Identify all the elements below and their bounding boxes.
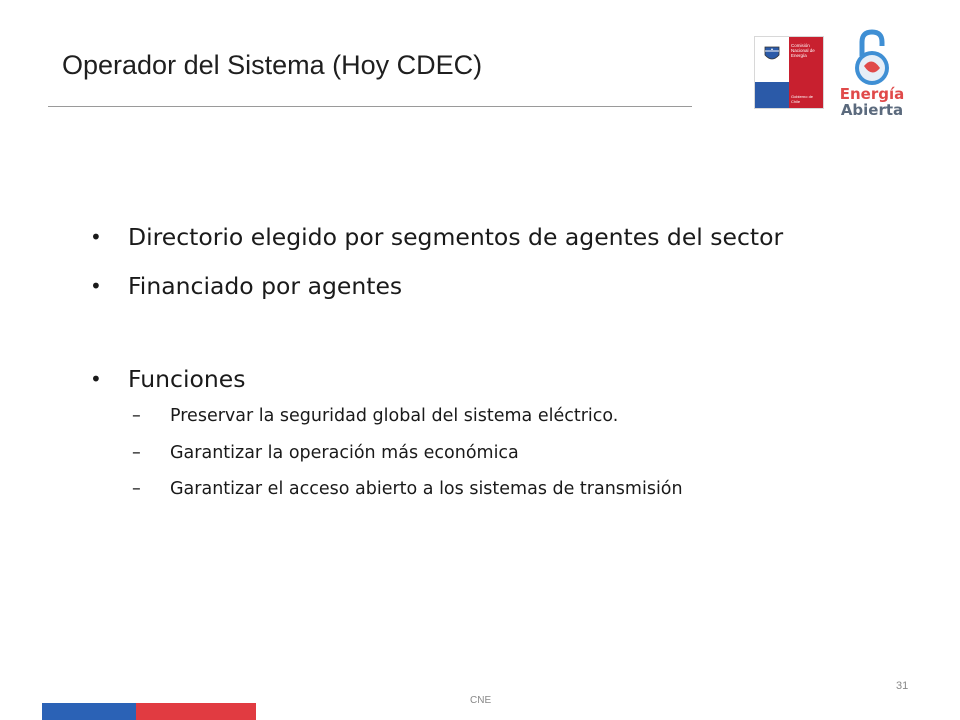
cne-logo-text-3: Energía (791, 53, 807, 58)
sub-bullet-item: – Preservar la seguridad global del sistema eléctrico. (132, 405, 870, 427)
footer-bar-blue (42, 703, 136, 720)
page-number: 31 (896, 680, 909, 692)
cne-logo-text-2: Nacional de (791, 48, 815, 53)
energia-abierta-text-2: Abierta (840, 101, 904, 119)
footer-bar-red (136, 703, 256, 720)
slide-title: Operador del Sistema (Hoy CDEC) (62, 50, 483, 80)
padlock-icon (834, 26, 910, 88)
footer-color-bar (42, 703, 256, 720)
energia-abierta-logo (834, 26, 910, 124)
bullet-item: • Financiado por agentes (90, 271, 928, 301)
footer-label: CNE (470, 695, 492, 706)
sub-bullet-item: – Garantizar la operación más económica (132, 442, 870, 464)
sub-bullet-item: – Garantizar el acceso abierto a los sistemas de transmisión (132, 478, 870, 500)
bullet-item: • Funciones (90, 364, 928, 394)
cne-logo (754, 36, 824, 109)
title-divider (48, 106, 692, 107)
cne-logo-text-1: Comisión (791, 43, 810, 48)
chile-coat-of-arms-icon (761, 43, 783, 65)
energia-abierta-text-1: Energía (839, 85, 905, 103)
cne-logo-footer: Gobierno de Chile (791, 94, 814, 104)
bullet-item: • Directorio elegido por segmentos de agentes del sector (90, 222, 928, 252)
